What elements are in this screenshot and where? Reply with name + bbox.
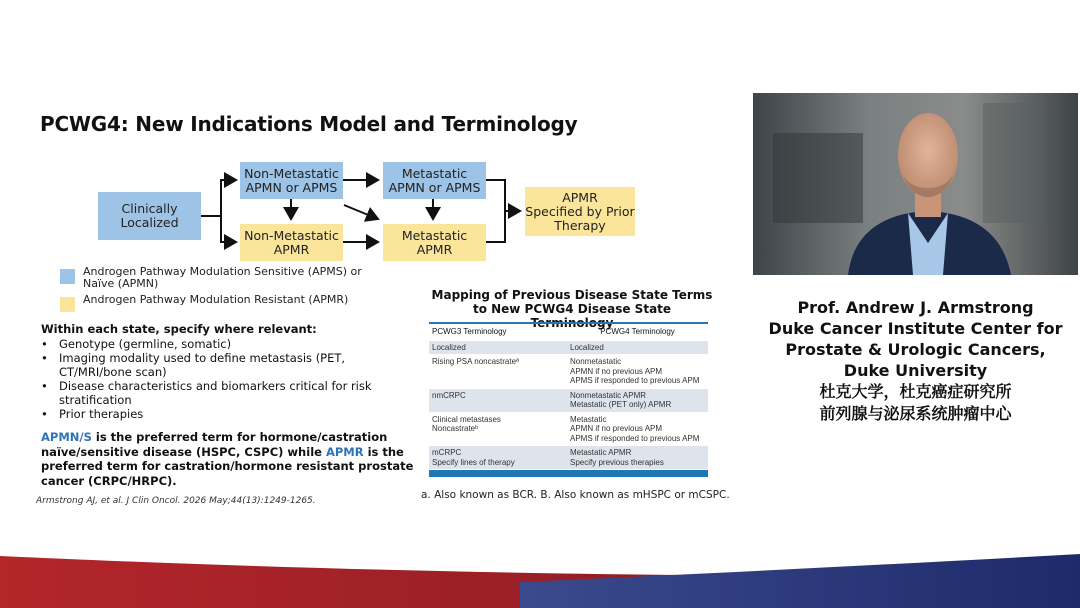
speaker-video-image [753,93,1078,275]
table-cell-pcwg3: Rising PSA noncastrateª [429,355,567,389]
box-apmr-prior-therapy [525,187,635,236]
speaker-affiliation: Prostate & Urologic Cancers, [785,340,1046,359]
column-header: PCWG3 Terminology [432,327,507,336]
column-header: PCWG4 Terminology [600,327,675,336]
speaker-affiliation-chinese: 前列腺与泌尿系统肿瘤中心 [819,404,1012,423]
table-cell-pcwg4: Metastatic APMN if no previous APM APMS if responded to previous APM [567,412,708,446]
box-line: APMR [562,189,598,205]
speaker-video-feed [753,93,1078,275]
table-row [429,355,708,389]
statement-text: is the preferred term for castration/hormone resistant prostate cancer (CRPC/HRPC). [41,444,414,488]
table-footer-bar [429,470,708,477]
box-nonmetastatic-apmr [240,224,343,261]
legend-swatch-yellow [60,297,75,312]
table-row [429,446,708,470]
box-line: APMN or APMS [388,179,481,195]
box-line: APMR [273,241,310,257]
statement-text: is the preferred term for hormone/castration naïve/sensitive disease (HSPC, CSPC) while [41,430,388,459]
box-line: APMR [416,241,453,257]
table-footnote: a. Also known as BCR. B. Also known as mHSPC or mCSPC. [421,489,730,501]
box-line: Non-Metastatic [244,227,339,243]
mapping-table [429,322,708,469]
table-row [429,340,708,355]
table-cell-pcwg3: nmCRPC [429,388,567,412]
legend [60,266,393,316]
bullet-item: • Prior therapies [41,407,421,421]
box-line: Therapy [554,217,606,233]
box-metastatic-apmr [383,224,486,261]
bracket-met [486,180,505,242]
disease-state-diagram [0,0,700,270]
box-line: Metastatic [401,165,468,181]
arrow-to-nonmet-apmr [221,216,236,242]
speaker-name: Prof. Andrew J. Armstrong [797,298,1034,317]
table-cell-pcwg3: Localized [429,340,567,355]
table-row [429,412,708,446]
table-cell-pcwg4: Nonmetastatic APMR Metastatic (PET only) APMR [567,388,708,412]
table-cell-pcwg3: Clinical metastases Noncastrateᵇ [429,412,567,446]
arrow-to-nonmet-apmn [221,180,236,216]
table-row [429,388,708,412]
speaker-info [753,297,1078,425]
term-apmn: APMN/S [41,430,92,444]
slide-title: PCWG4: New Indications Model and Terminology [40,112,578,136]
mapping-table-body [429,340,708,469]
box-line: Clinically [121,201,178,216]
citation: Armstrong AJ, et al. J Clin Oncol. 2026 May;44(13):1249-1265. [36,496,316,506]
box-line: APMN or APMS [245,179,338,195]
speaker-affiliation: Duke University [843,361,988,380]
speaker-affiliation-chinese: 杜克大学，杜克癌症研究所 [819,382,1012,401]
table-cell-pcwg4: Metastatic APMR Specify previous therapies [567,446,708,470]
box-metastatic-apmn [383,162,486,199]
mapping-title: Mapping of Previous Disease State Terms to New PCWG4 Disease State Terminology [431,288,713,330]
arrow-diagonal [344,205,378,219]
within-each-state [41,322,421,421]
box-line: Specified by Prior [525,203,635,219]
box-line: Localized [120,215,179,230]
table-header-row [429,323,708,340]
box-line: Non-Metastatic [244,165,339,181]
table-cell-pcwg4: Nonmetastatic APMN if no previous APM APMS if responded to previous APM [567,355,708,389]
bottom-decorative-band [0,548,1080,608]
legend-label: Androgen Pathway Modulation Resistant (APMR) [83,293,349,306]
box-nonmetastatic-apmn [240,162,343,199]
box-line: Metastatic [401,227,468,243]
legend-item-sensitive [60,266,393,290]
bullet-item: • Genotype (germline, somatic) [41,337,421,351]
bullet-list [41,337,421,421]
table-cell-pcwg4: Localized [567,340,708,355]
table-cell-pcwg3: mCRPC Specify lines of therapy [429,446,567,470]
bullet-item: • Disease characteristics and biomarkers critical for risk stratification [41,379,421,407]
term-apmr: APMR [325,444,364,459]
within-heading: Within each state, specify where relevant: [41,322,317,336]
speaker-affiliation: Duke Cancer Institute Center for [768,319,1063,338]
box-clinically-localized [98,192,201,240]
legend-swatch-blue [60,269,75,284]
bullet-item: • Imaging modality used to define metastasis (PET, CT/MRI/bone scan) [41,351,421,379]
preferred-term-statement [41,430,416,488]
legend-item-resistant [60,294,393,312]
legend-label: Androgen Pathway Modulation Sensitive (APMS) or Naïve (APMN) [83,265,362,290]
